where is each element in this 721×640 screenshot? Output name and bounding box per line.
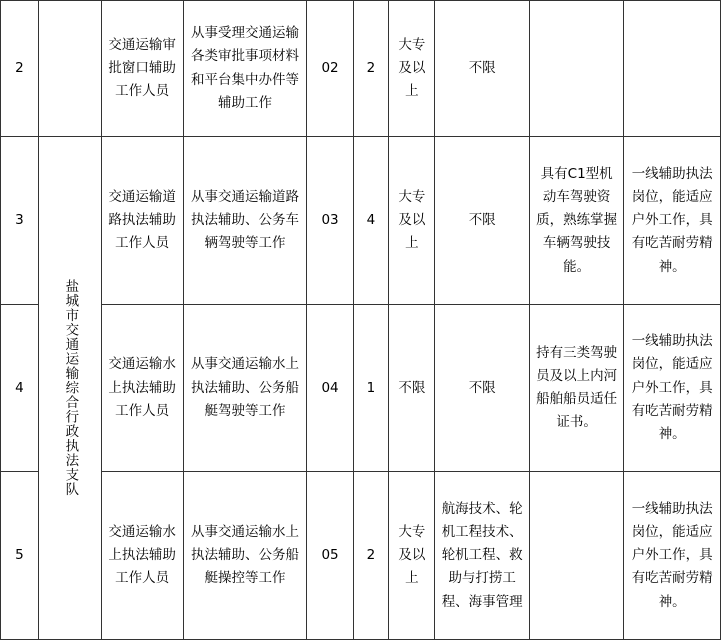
cell-duty: 从事交通运输道路执法辅助、公务车辆驾驶等工作: [183, 137, 307, 305]
cell-education: 不限: [389, 304, 435, 472]
cell-remark: 一线辅助执法岗位，能适应户外工作，具有吃苦耐劳精神。: [624, 304, 721, 472]
table-row: [1, 472, 721, 640]
cell-remark: 一线辅助执法岗位，能适应户外工作，具有吃苦耐劳精神。: [624, 472, 721, 640]
cell-post: 交通运输道路执法辅助工作人员: [101, 137, 183, 305]
cell-other-requirements: [529, 472, 623, 640]
cell-code: 05: [307, 472, 353, 640]
cell-education: 大专及以上: [389, 472, 435, 640]
table-row: [1, 137, 721, 305]
table-row: [1, 304, 721, 472]
cell-post: 交通运输水上执法辅助工作人员: [101, 472, 183, 640]
cell-post: 交通运输审批窗口辅助工作人员: [101, 1, 183, 137]
cell-count: 4: [353, 137, 389, 305]
table-row: [1, 1, 721, 137]
cell-count: 2: [353, 472, 389, 640]
cell-major: 不限: [435, 304, 529, 472]
cell-remark: [624, 1, 721, 137]
cell-other-requirements: 持有三类驾驶员及以上内河船舶船员适任证书。: [529, 304, 623, 472]
cell-remark: 一线辅助执法岗位，能适应户外工作，具有吃苦耐劳精神。: [624, 137, 721, 305]
cell-education: 大专及以上: [389, 1, 435, 137]
cell-other-requirements: [529, 1, 623, 137]
cell-no: 5: [1, 472, 39, 640]
cell-no: 2: [1, 1, 39, 137]
cell-code: 04: [307, 304, 353, 472]
cell-duty: 从事受理交通运输各类审批事项材料和平台集中办件等辅助工作: [183, 1, 307, 137]
cell-unit: 盐城市交通运输综合行政执法支队: [38, 137, 101, 640]
cell-duty: 从事交通运输水上执法辅助、公务船艇操控等工作: [183, 472, 307, 640]
cell-count: 2: [353, 1, 389, 137]
cell-major: 不限: [435, 1, 529, 137]
cell-duty: 从事交通运输水上执法辅助、公务船艇驾驶等工作: [183, 304, 307, 472]
cell-code: 03: [307, 137, 353, 305]
cell-education: 大专及以上: [389, 137, 435, 305]
cell-unit: [38, 1, 101, 137]
cell-major: 航海技术、轮机工程技术、轮机工程、救助与打捞工程、海事管理: [435, 472, 529, 640]
cell-code: 02: [307, 1, 353, 137]
cell-other-requirements: 具有C1型机动车驾驶资质，熟练掌握车辆驾驶技能。: [529, 137, 623, 305]
cell-no: 3: [1, 137, 39, 305]
cell-post: 交通运输水上执法辅助工作人员: [101, 304, 183, 472]
cell-no: 4: [1, 304, 39, 472]
cell-major: 不限: [435, 137, 529, 305]
cell-count: 1: [353, 304, 389, 472]
